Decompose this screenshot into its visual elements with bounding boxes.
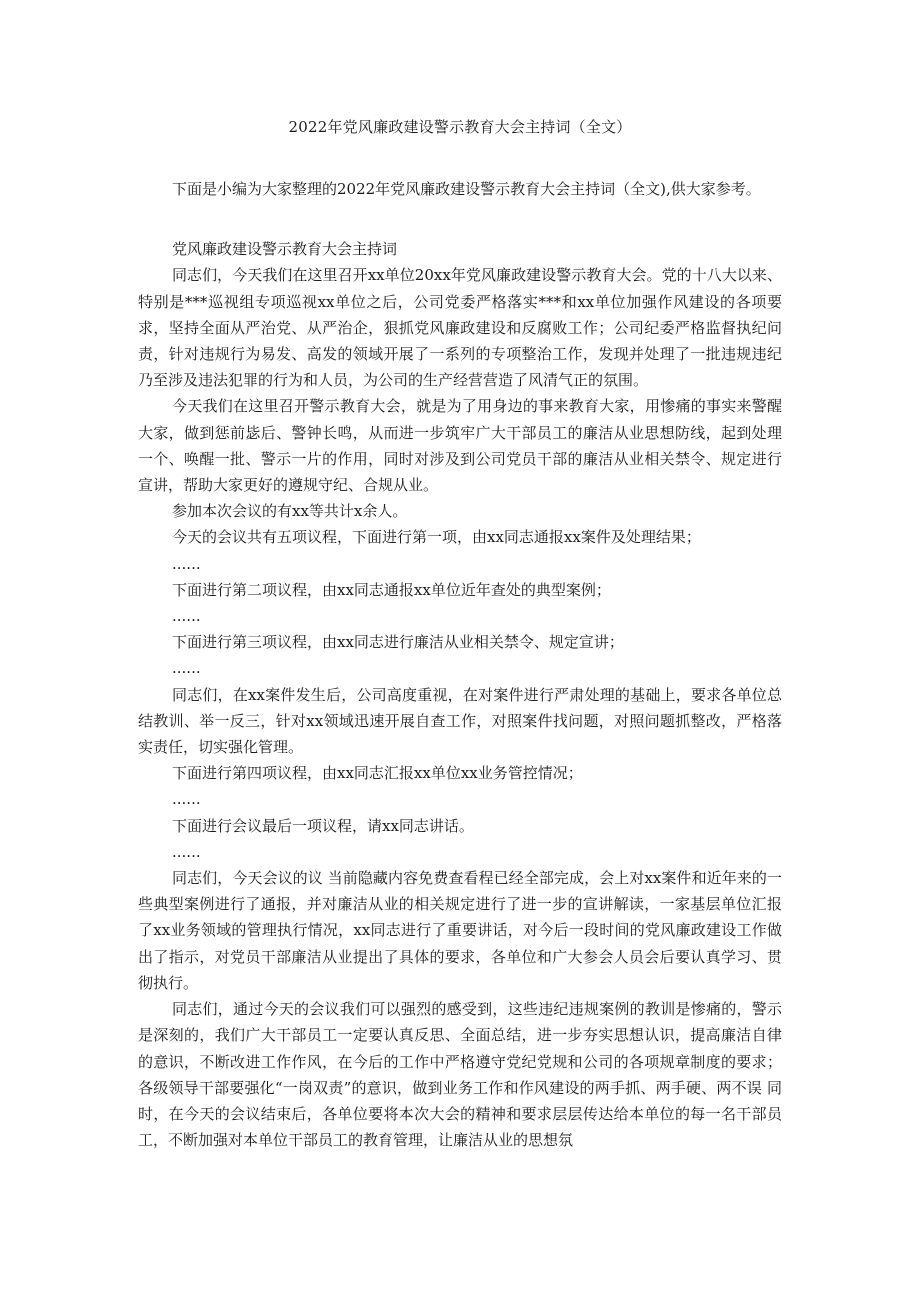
paragraph: 今天我们在这里召开警示教育大会，就是为了用身边的事来教育大家，用惨痛的事实来警醒大家，做到惩前毖后、警钟长鸣，从而进一步筑牢广大干部员工的廉洁从业思想防线，起到处理一个、唤醒一批、警示一片的作用，同时对涉及到公司党员干部的廉洁从业相关禁令、规定进行宣讲，帮助大家更好的遵规守纪、合规从业。 [138,397,782,495]
paragraph: 同志们，在xx案件发生后，公司高度重视，在对案件进行严肃处理的基础上，要求各单位总结教训、举一反三，针对xx领域迅速开展自查工作，对照案件找问题，对照问题抓整改，严格落实责任，切实强化管理。 [138,685,782,757]
paragraph: 同志们，今天会议的议 当前隐藏内容免费查看程已经全部完成，会上对xx案件和近年来的一些典型案例进行了通报，并对廉洁从业的相关规定进行了进一步的宣讲解读，一家基层单位汇报了xx业务领域的管理执行情况，xx同志进行了重要讲话，对今后一段时间的党风廉政建设工作做出了指示，对党员干部廉洁从业提出了具体的要求，各单位和广大参会人员会后要认真学习、贯彻执行。 [138,869,782,992]
paragraph: 同志们，今天我们在这里召开xx单位20xx年党风廉政建设警示教育大会。党的十八大以来、特别是***巡视组专项巡视xx单位之后，公司党委严格落实***和xx单位加强作风建设的各项要求，坚持全面从严治党、从严治企，狠抓党风廉政建设和反腐败工作；公司纪委严格监督执纪问责，针对违规行为易发、高发的领域开展了一系列的专项整治工作，发现并处理了一批违规违纪乃至涉及违法犯罪的行为和人员，为公司的生产经营营造了风清气正的氛围。 [138,266,782,390]
document-body [138,176,782,1153]
ellipsis-line: ...... [172,607,201,626]
paragraph: 参加本次会议的有xx等共计x余人。 [172,502,408,521]
subheading: 党风廉政建设警示教育大会主持词 [172,240,398,259]
ellipsis-line: ...... [172,790,201,809]
paragraph: 下面进行第二项议程，由xx同志通报xx单位近年查处的典型案例； [172,580,611,599]
intro-paragraph: 下面是小编为大家整理的2022年党风廉政建设警示教育大会主持词（全文),供大家参考。 [172,180,761,198]
paragraph: 今天的会议共有五项议程，下面进行第一项，由xx同志通报xx案件及处理结果； [172,528,701,547]
paragraph: 下面进行第三项议程，由xx同志进行廉洁从业相关禁令、规定宣讲； [172,633,624,652]
ellipsis-line: ...... [172,659,201,678]
paragraph: 下面进行会议最后一项议程，请xx同志讲话。 [172,816,474,835]
document-title: 2022年党风廉政建设警示教育大会主持词（全文） [288,118,632,136]
ellipsis-line: ...... [172,842,201,861]
paragraph: 同志们，通过今天的会议我们可以强烈的感受到，这些违纪违规案例的教训是惨痛的，警示是深刻的，我们广大干部员工一定要认真反思、全面总结，进一步夯实思想认识，提高廉洁自律的意识，不断改进工作作风，在今后的工作中严格遵守党纪党规和公司的各项规章制度的要求；各级领导干部要强化“一岗双责”的意识，做到业务工作和作风建设的两手抓、两手硬、两不误 同时，在今天的会议结束后，各单位要将本次大会的精神和要求层层传达给本单位的每一名干部员工，不断加强对本单位干部员工的教育管理，让廉洁从业的思想氛 [138,1000,782,1150]
paragraph: 下面进行第四项议程，由xx同志汇报xx单位xx业务管控情况； [172,764,583,783]
ellipsis-line: ...... [172,554,201,573]
